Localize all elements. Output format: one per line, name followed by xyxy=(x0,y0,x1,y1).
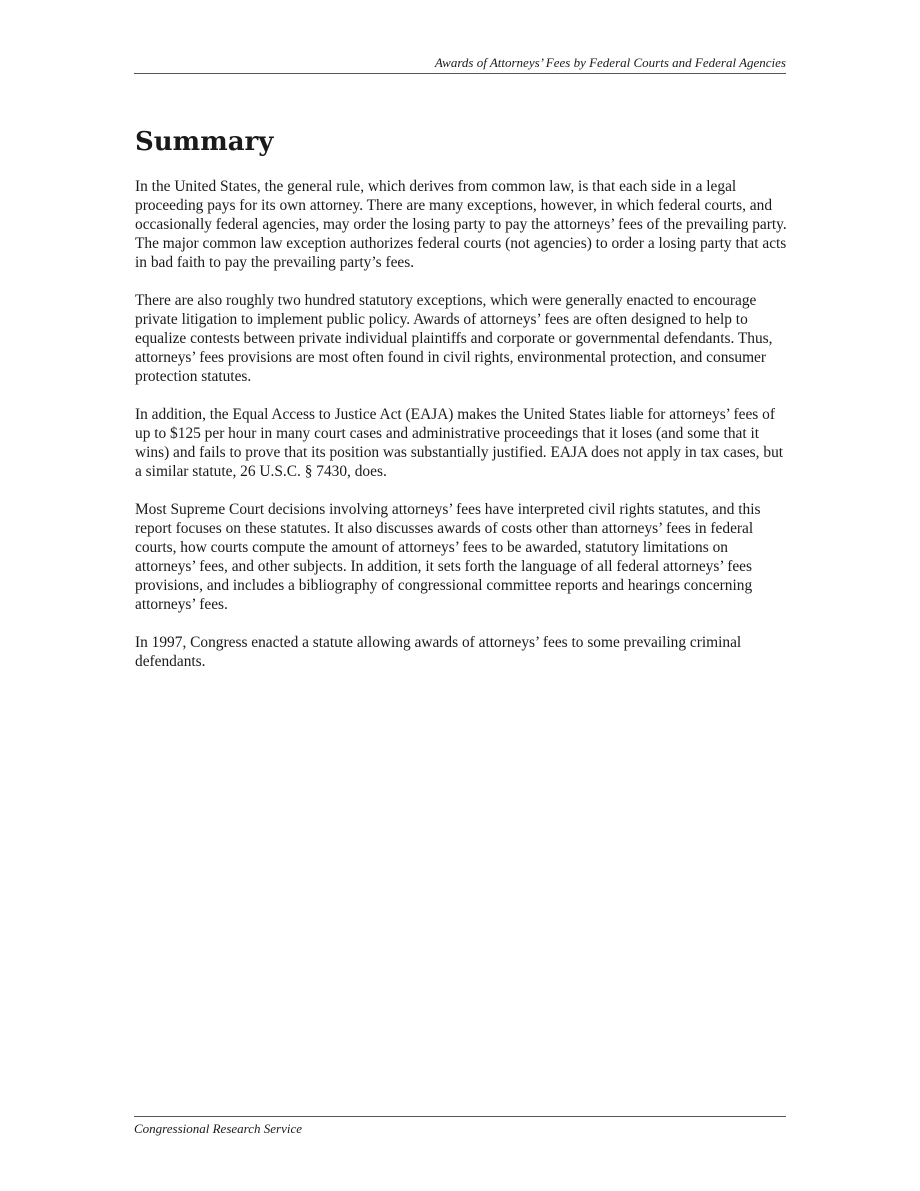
footer-source: Congressional Research Service xyxy=(134,1121,302,1136)
summary-body xyxy=(135,177,787,690)
paragraph: In addition, the Equal Access to Justice Act (EAJA) makes the United States liable for attorneys’ fees of up to $125 per hour in many court cases and administrative proceedings that it loses (and some that it wins) and fails to prove that its position was substantially justified. EAJA does not apply in tax cases, but a similar statute, 26 U.S.C. § 7430, does. xyxy=(135,406,784,480)
running-header xyxy=(134,56,786,74)
running-header-title: Awards of Attorneys’ Fees by Federal Courts and Federal Agencies xyxy=(434,55,786,70)
page-footer xyxy=(134,1116,786,1137)
section-title: Summary xyxy=(135,127,274,157)
paragraph: In the United States, the general rule, which derives from common law, is that each side in a legal proceeding pays for its own attorney. There are many exceptions, however, in which federal courts, and occasionally federal agencies, may order the losing party to pay the attorneys’ fees of the prevailing party. The major common law exception authorizes federal courts (not agencies) to order a losing party that acts in bad faith to pay the prevailing party’s fees. xyxy=(135,178,787,271)
paragraph: In 1997, Congress enacted a statute allowing awards of attorneys’ fees to some prevailing criminal defendants. xyxy=(135,634,742,670)
paragraph: Most Supreme Court decisions involving attorneys’ fees have interpreted civil rights statutes, and this report focuses on these statutes. It also discusses awards of costs other than attorneys’ fees in federal courts, how courts compute the amount of attorneys’ fees to be awarded, statutory limitations on attorneys’ fees, and other subjects. In addition, it sets forth the language of all federal attorneys’ fees provisions, and includes a bibliography of congressional committee reports and hearings concerning attorneys’ fees. xyxy=(135,501,761,613)
paragraph: There are also roughly two hundred statutory exceptions, which were generally enacted to encourage private litigation to implement public policy. Awards of attorneys’ fees are often designed to help to equalize contests between private individual plaintiffs and corporate or governmental defendants. Thus, attorneys’ fees provisions are most often found in civil rights, environmental protection, and consumer protection statutes. xyxy=(135,292,773,385)
